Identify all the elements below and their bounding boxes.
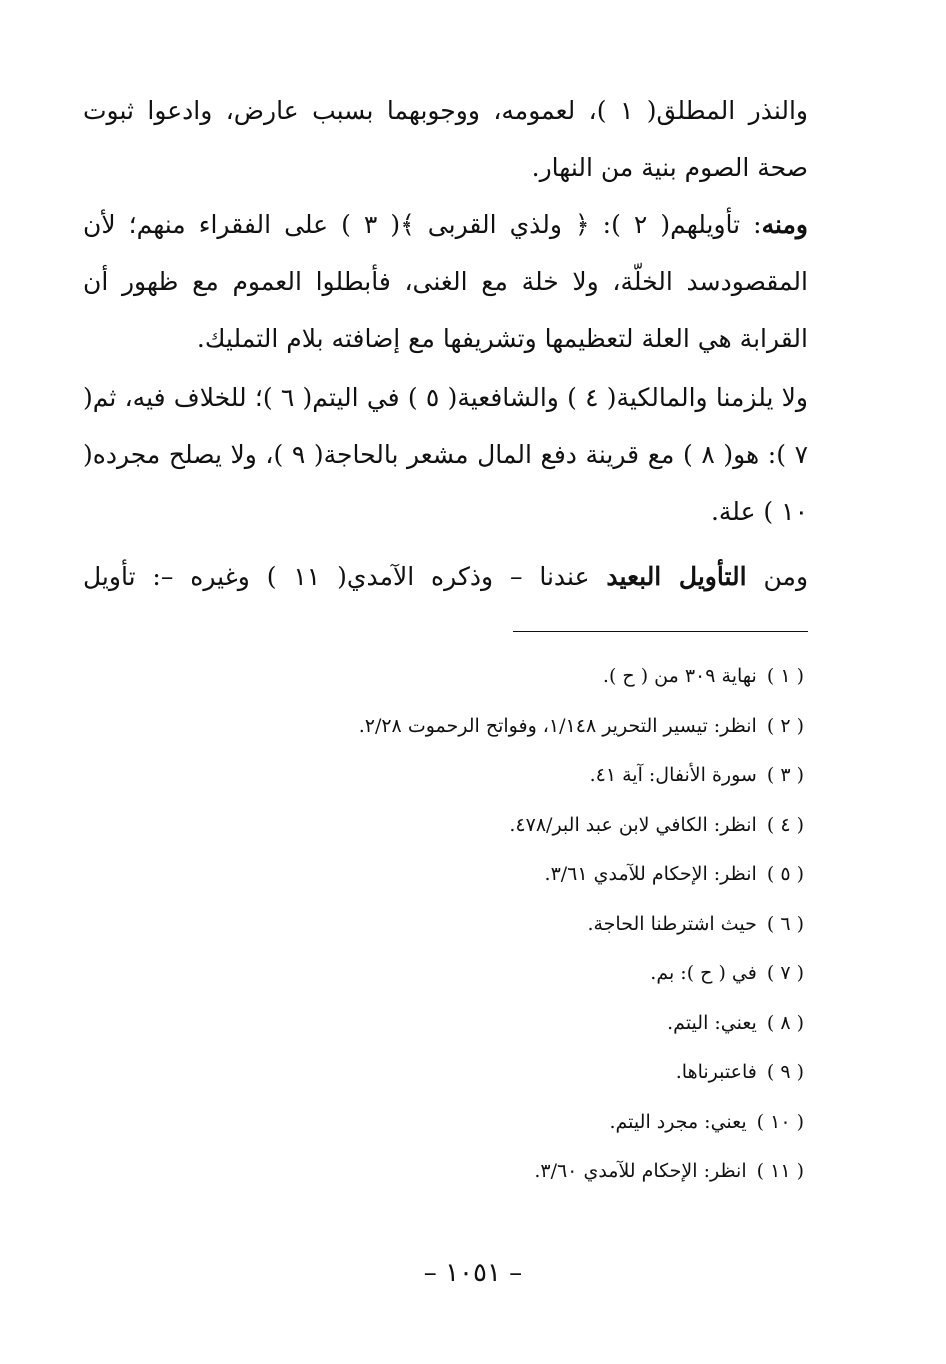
footnote-10 — [104, 1098, 804, 1148]
footnote-5 — [104, 850, 804, 900]
footnote-number: ( ١١ ) — [756, 1160, 804, 1182]
footnote-divider — [513, 631, 808, 632]
paragraph-2 — [83, 196, 808, 367]
footnote-number: ( ٧ ) — [766, 962, 804, 984]
footnote-text: فاعتبرناها. — [675, 1061, 757, 1083]
footnote-8 — [104, 999, 804, 1049]
paragraph-prefix: ومن — [763, 562, 809, 591]
footnote-text: انظر: تيسير التحرير ١/١٤٨، وفواتح الرحموت ٢/٢٨. — [358, 714, 757, 737]
footnote-text: انظر: الإحكام للآمدي ٣/٦١. — [544, 863, 757, 885]
paragraph-1 — [83, 82, 808, 196]
footnote-number: ( ٥ ) — [766, 863, 804, 885]
footnote-number: ( ٣ ) — [766, 764, 804, 786]
footnote-text: انظر: الكافي لابن عبد البر/٤٧٨. — [509, 813, 757, 836]
paragraph-text: ولا يلزمنا والمالكية( ٤ ) والشافعية( ٥ ) في اليتم( ٦ )؛ للخلاف فيه، ثم( ٧ ): هو( ٨ ) مع قرينة دفع المال مشعر بالحاجة( ٩ )، ولا يصلح مجرده( ١٠ ) علة. — [83, 383, 809, 526]
paragraph-3 — [83, 369, 808, 540]
footnote-text: في ( ح ): بم. — [650, 962, 757, 984]
footnote-number: ( ٦ ) — [766, 912, 804, 935]
footnote-9 — [104, 1048, 804, 1098]
footnotes-list — [104, 652, 804, 1197]
footnote-1 — [104, 652, 804, 702]
footnote-text: يعني: اليتم. — [667, 1011, 757, 1034]
footnote-text: حيث اشترطنا الحاجة. — [587, 912, 757, 935]
paragraph-lead: ومنه — [761, 210, 808, 239]
footnote-7 — [104, 949, 804, 999]
footnote-number: ( ٢ ) — [766, 714, 804, 737]
footnote-3 — [104, 751, 804, 801]
paragraph-text: : تأويلهم( ٢ ): ﴿ ولذي القربى ﴾( ٣ ) على الفقراء منهم؛ لأن المقصودسد الخلّة، ولا خلة مع الغنى، فأبطلوا العموم مع ظهور أن القرابة هي العلة لتعظيمها وتشريفها مع إضافته بلام التمليك. — [83, 210, 808, 353]
main-text — [83, 82, 808, 605]
footnote-4 — [104, 801, 804, 851]
paragraph-text: والنذر المطلق( ١ )، لعمومه، ووجوبهما بسبب عارض، وادعوا ثبوت صحة الصوم بنية من النهار. — [83, 96, 809, 182]
footnote-number: ( ٤ ) — [766, 813, 804, 836]
footnote-text: يعني: مجرد اليتم. — [609, 1110, 747, 1133]
footnote-6 — [104, 900, 804, 950]
footnote-text: سورة الأنفال: آية ٤١. — [589, 764, 757, 786]
footnote-number: ( ٩ ) — [766, 1061, 804, 1083]
page-number: – ١٠٥١ – — [423, 1258, 523, 1288]
footnote-text: نهاية ٣٠٩ من ( ح ). — [602, 665, 757, 687]
footnote-number: ( ١٠ ) — [756, 1110, 804, 1133]
paragraph-text: عندنا – وذكره الآمدي( ١١ ) وغيره –: تأويل — [83, 562, 590, 591]
paragraph-4 — [83, 548, 808, 605]
footnote-text: انظر: الإحكام للآمدي ٣/٦٠. — [534, 1160, 747, 1182]
footnote-11 — [104, 1147, 804, 1197]
footnote-number: ( ١ ) — [766, 665, 804, 687]
footnote-2 — [104, 702, 804, 752]
footnote-number: ( ٨ ) — [766, 1011, 804, 1034]
paragraph-lead: التأويل البعيد — [606, 562, 747, 591]
